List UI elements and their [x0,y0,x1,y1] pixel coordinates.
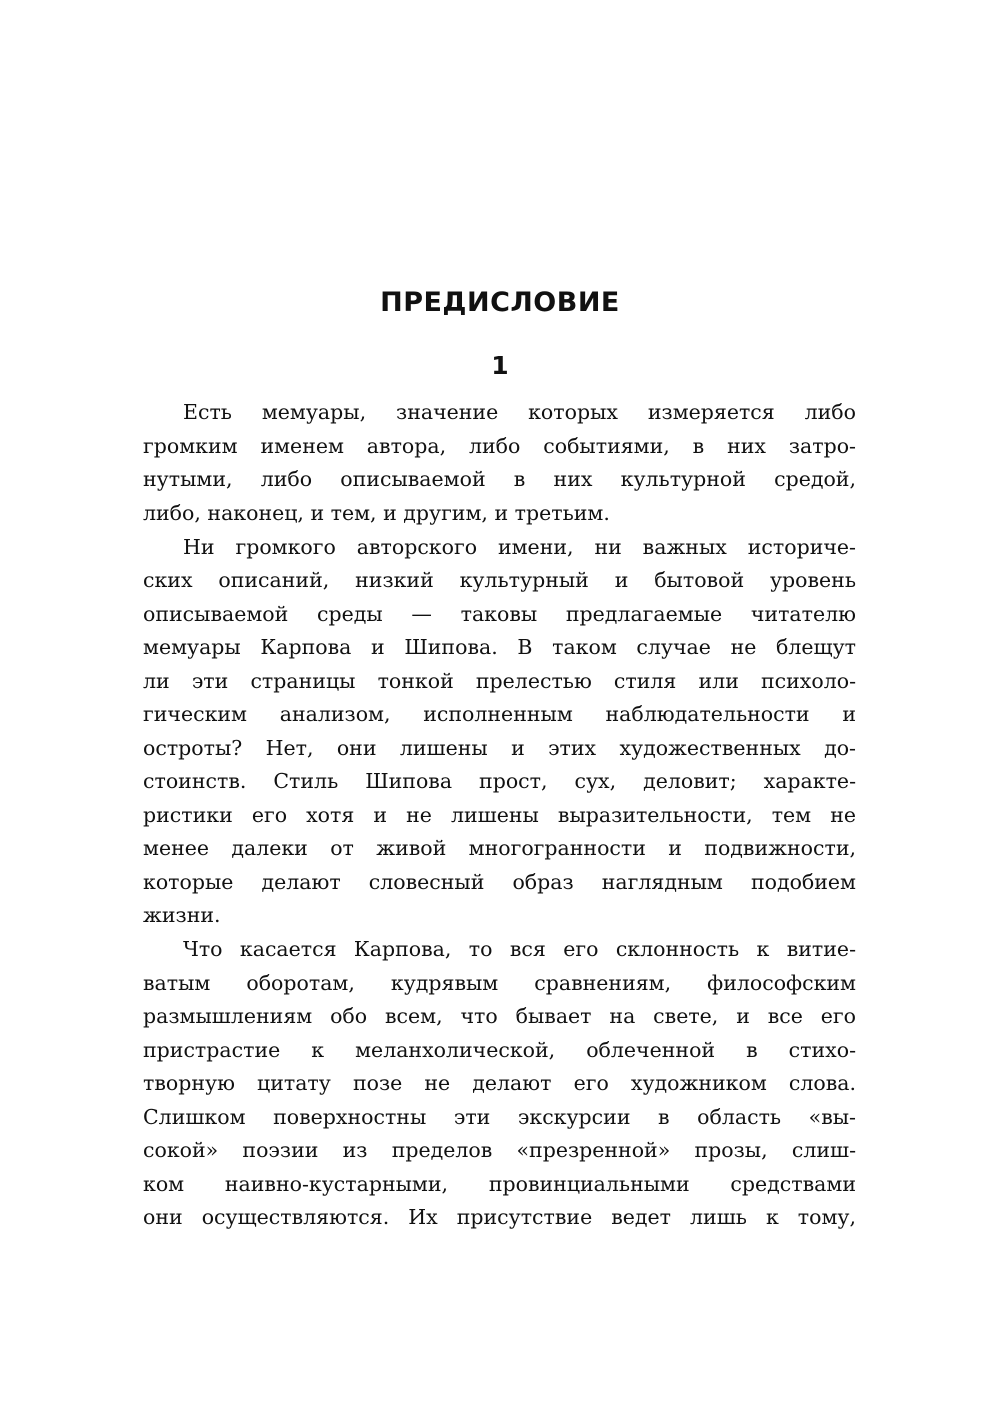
paragraph-2-line: описываемой среды — таковы предлагаемые читателю [143,601,856,626]
paragraph-3-line: Слишком поверхностны эти экскурсии в область «вы- [143,1104,856,1129]
paragraph-2-line: ристики его хотя и не лишены выразительности, тем не [143,802,856,827]
paragraph-3-line: ватым оборотам, кудрявым сравнениям, философским [143,970,856,995]
paragraph-1-line: Есть мемуары, значение которых измеряется либо [183,400,856,424]
paragraph-3-line: размышлениям обо всем, что бывает на свете, и все его [143,1004,856,1028]
section-number: 1 [491,351,509,380]
paragraph-3-line: они осуществляются. Их присутствие ведет лишь к тому, [143,1205,856,1229]
paragraph-2-line: ли эти страницы тонкой прелестью стиля или психоло- [143,668,856,693]
paragraph-2-line: которые делают словесный образ наглядным подобием [143,869,856,894]
body-text [143,396,856,1235]
paragraph-3-line: ком наивно-кустарными, провинциальными средствами [143,1171,856,1196]
paragraph-2-line: ских описаний, низкий культурный и бытовой уровень [143,568,856,592]
paragraph-2-line: мемуары Карпова и Шипова. В таком случае не блещут [143,635,856,659]
paragraph-3-line: сокой» поэзии из пределов «презренной» прозы, слиш- [143,1138,856,1162]
paragraph-3-line: пристрастие к меланхолической, облеченной в стихо- [143,1037,856,1062]
paragraph-1-line: громким именем автора, либо событиями, в них затро- [143,433,856,458]
paragraph-1-line: нутыми, либо описываемой в них культурной средой, [143,467,856,491]
paragraph-2-line: стоинств. Стиль Шипова прост, сух, деловит; характе- [143,769,856,793]
paragraph-2-line: гическим анализом, исполненным наблюдательности и [143,702,856,726]
paragraph-1-line: либо, наконец, и тем, и другим, и третьим. [143,500,610,525]
paragraph-3-line: Что касается Карпова, то вся его склонность к витие- [183,937,856,961]
paragraph-2-line: остроты? Нет, они лишены и этих художественных до- [143,735,856,760]
page-title: ПРЕДИСЛОВИЕ [380,287,620,318]
paragraph-3-line: творную цитату позе не делают его художником слова. [143,1071,856,1095]
paragraph-2-line: менее далеки от живой многогранности и подвижности, [143,836,856,860]
paragraph-2-line: жизни. [143,903,221,927]
paragraph-2-line: Ни громкого авторского имени, ни важных историче- [183,534,856,559]
